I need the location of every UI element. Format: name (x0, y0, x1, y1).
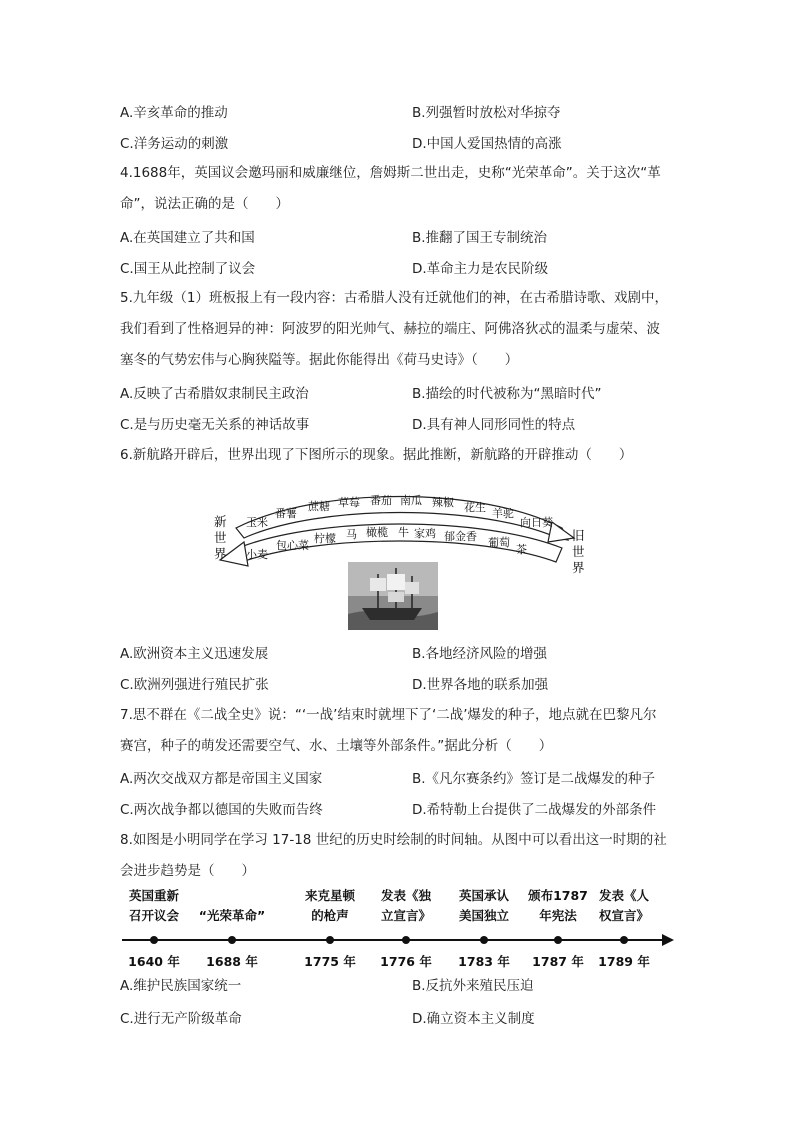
q4-option-d[interactable]: D.革命主力是农民阶级 (412, 261, 549, 277)
q3-option-a[interactable]: A.辛亥革命的推动 (120, 105, 228, 121)
timeline-year: 1775 年 (304, 954, 356, 969)
q8-option-b[interactable]: B.反抗外来殖民压迫 (412, 978, 534, 994)
q3-option-b[interactable]: B.列强暂时放松对华掠夺 (412, 105, 561, 121)
ship-image (348, 562, 438, 630)
timeline-event-label: 权宣言》 (598, 908, 650, 923)
new-world-label-char: 新 (214, 514, 227, 529)
q4-stem (120, 158, 680, 220)
q4-stem-line: 4.1688年，英国议会邀玛丽和威廉继位，詹姆斯二世出走，史称“光荣革命”。关于这次“革 (120, 165, 661, 181)
top-item: 番薯 (275, 507, 297, 520)
q5-option-b[interactable]: B.描绘的时代被称为“黑暗时代” (412, 386, 602, 402)
q5-stem-line: 我们看到了性格迥异的神：阿波罗的阳光帅气、赫拉的端庄、阿佛洛狄忒的温柔与虚荣、波 (120, 321, 660, 337)
q5-option-c[interactable]: C.是与历史毫无关系的神话故事 (120, 417, 310, 433)
bottom-item: 马 (346, 528, 357, 541)
timeline-dot (150, 936, 158, 944)
q8-stem-line: 8.如图是小明同学在学习 17-18 世纪的历史时绘制的时间轴。从图中可以看出这一时期的社 (120, 832, 667, 848)
bottom-item: 柠檬 (314, 532, 336, 545)
q4-option-a[interactable]: A.在英国建立了共和国 (120, 230, 255, 246)
q5-stem (120, 283, 680, 376)
timeline-dot (402, 936, 410, 944)
timeline-year: 1640 年 (128, 954, 180, 969)
timeline-event-label: 召开议会 (128, 908, 180, 923)
q5-stem-line: 塞冬的气势宏伟与心胸狭隘等。据此你能得出《荷马史诗》（ ） (120, 352, 519, 368)
top-item: 辣椒 (432, 496, 454, 509)
q8-option-c[interactable]: C.进行无产阶级革命 (120, 1011, 242, 1027)
q7-stem (120, 700, 680, 762)
timeline-event-label: 来克星顿 (304, 888, 356, 903)
bottom-item: 牛 (398, 526, 409, 539)
top-item: 番茄 (370, 494, 392, 507)
q4-stem-line: 命”，说法正确的是（ ） (120, 196, 289, 212)
top-item: 玉米 (246, 516, 268, 529)
timeline-event-label: “光荣革命” (198, 908, 266, 923)
timeline-dot (480, 936, 488, 944)
timeline-year: 1783 年 (458, 954, 510, 969)
timeline-dot (326, 936, 334, 944)
timeline-event-label: 颁布1787 (528, 888, 588, 903)
q6-stem: 6.新航路开辟后，世界出现了下图所示的现象。据此推断，新航路的开辟推动（ ） (120, 447, 633, 463)
q7-stem-line: 7.思不群在《二战全史》说：“‘一战’结束时就埋下了‘二战’爆发的种子，地点就在巴黎凡尔 (120, 707, 657, 723)
top-item: 草莓 (338, 496, 360, 509)
bottom-item: 橄榄 (366, 526, 388, 539)
q6-option-a[interactable]: A.欧洲资本主义迅速发展 (120, 646, 269, 662)
q8-stem-line: 会进步趋势是（ ） (120, 863, 255, 879)
q7-option-b[interactable]: B.《凡尔赛条约》签订是二战爆发的种子 (412, 771, 656, 787)
q8-stem (120, 825, 680, 887)
bottom-item: 小麦 (246, 548, 268, 561)
q6-option-d[interactable]: D.世界各地的联系加强 (412, 677, 549, 693)
q8-option-a[interactable]: A.维护民族国家统一 (120, 978, 242, 994)
q4-option-b[interactable]: B.推翻了国王专制统治 (412, 230, 548, 246)
q4-option-c[interactable]: C.国王从此控制了议会 (120, 261, 256, 277)
timeline-year: 1776 年 (380, 954, 432, 969)
q7-stem-line: 赛宫，种子的萌发还需要空气、水、土壤等外部条件。”据此分析（ ） (120, 738, 553, 754)
bottom-item: 家鸡 (414, 527, 436, 540)
top-item: 蔗糖 (308, 500, 330, 513)
top-item: 向日葵 (520, 516, 553, 529)
q7-option-d[interactable]: D.希特勒上台提供了二战爆发的外部条件 (412, 802, 657, 818)
timeline-event-label: 立宣言》 (380, 908, 432, 923)
q7-option-c[interactable]: C.两次战争都以德国的失败而告终 (120, 802, 323, 818)
q3-option-c[interactable]: C.洋务运动的刺激 (120, 136, 229, 152)
q6-option-b[interactable]: B.各地经济风险的增强 (412, 646, 548, 662)
q5-stem-line: 5.九年级（1）班板报上有一段内容：古希腊人没有迁就他们的神，在古希腊诗歌、戏剧中， (120, 290, 668, 306)
bottom-item: 葡萄 (488, 536, 510, 549)
timeline-event-label: 年宪法 (539, 908, 577, 923)
bottom-item: 郁金香 (444, 530, 477, 543)
timeline-event-label: 英国重新 (128, 888, 180, 903)
old-world-label-char: 旧 (572, 528, 585, 543)
exchange-figure (200, 486, 600, 636)
q3-option-d[interactable]: D.中国人爱国热情的高涨 (412, 136, 562, 152)
timeline-event-label: 英国承认 (458, 888, 510, 903)
old-world-label-char: 界 (572, 560, 585, 575)
bottom-item: 茶 (516, 543, 527, 556)
q7-option-a[interactable]: A.两次交战双方都是帝国主义国家 (120, 771, 323, 787)
timeline-year: 1787 年 (532, 954, 584, 969)
timeline-year: 1688 年 (206, 954, 258, 969)
new-world-label-char: 世 (214, 530, 227, 545)
old-world-label-char: 世 (572, 544, 585, 559)
q5-option-a[interactable]: A.反映了古希腊奴隶制民主政治 (120, 386, 309, 402)
timeline-dot (554, 936, 562, 944)
timeline-figure (118, 880, 678, 972)
timeline-event-label: 的枪声 (311, 908, 349, 923)
q8-option-d[interactable]: D.确立资本主义制度 (412, 1011, 535, 1027)
timeline-event-label: 发表《独 (380, 888, 432, 903)
top-item: 南瓜 (400, 494, 422, 507)
timeline-event-label: 美国独立 (458, 908, 510, 923)
timeline-year: 1789 年 (598, 954, 650, 969)
timeline-event-label: 发表《人 (598, 888, 650, 903)
timeline-dot (620, 936, 628, 944)
q6-option-c[interactable]: C.欧洲列强进行殖民扩张 (120, 677, 269, 693)
top-item: 花生 (464, 501, 486, 514)
q5-option-d[interactable]: D.具有神人同形同性的特点 (412, 417, 576, 433)
new-world-label-char: 界 (214, 546, 227, 561)
top-item: 羊驼 (492, 507, 514, 520)
timeline-arrow-icon (662, 934, 674, 946)
bottom-item: 包心菜 (276, 539, 309, 552)
timeline-dot (228, 936, 236, 944)
